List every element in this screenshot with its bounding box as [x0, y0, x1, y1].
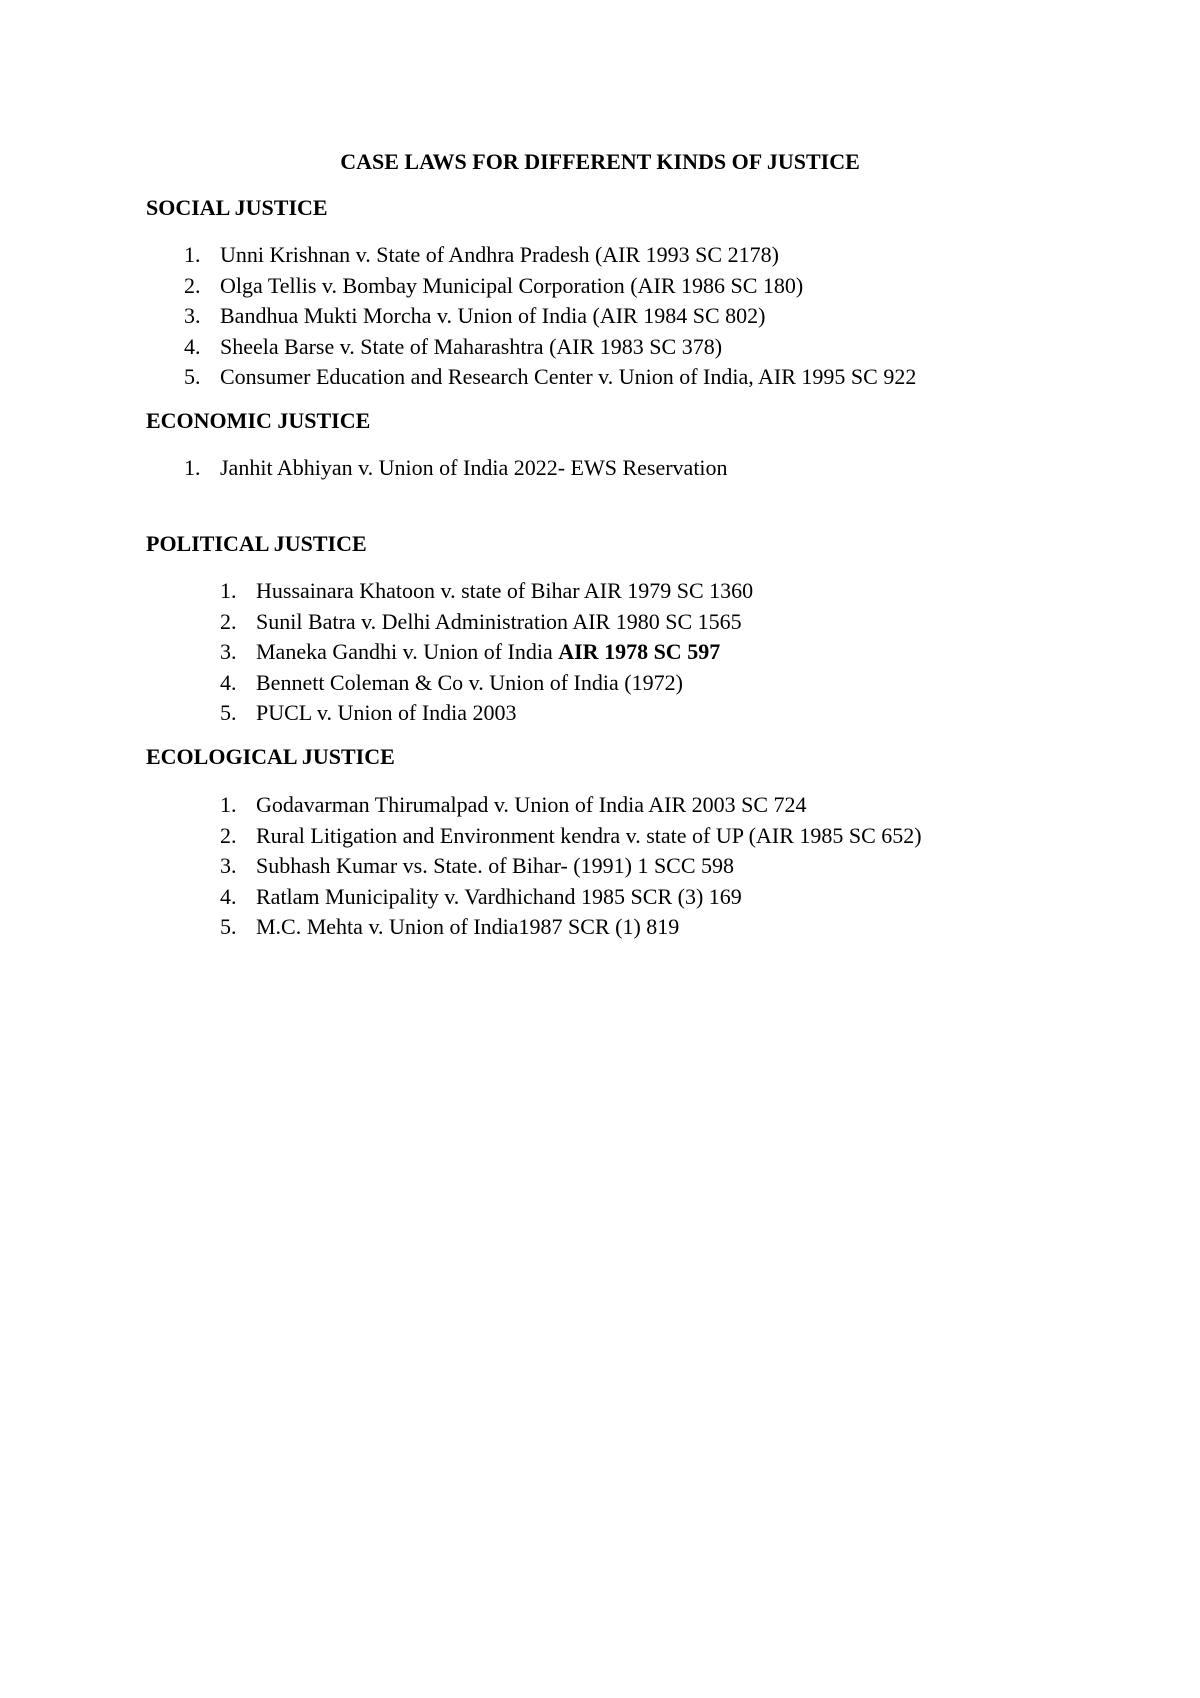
- list-item-text: Rural Litigation and Environment kendra v. state of UP (AIR 1985 SC 652): [256, 822, 922, 848]
- list-item-number: 4.: [220, 883, 237, 909]
- list-item-number: 3.: [220, 853, 237, 878]
- section-heading-economic: ECONOMIC JUSTICE: [146, 408, 371, 433]
- list-item-number: 3.: [220, 639, 237, 664]
- list-item-text: Godavarman Thirumalpad v. Union of India AIR 2003 SC 724: [256, 792, 807, 817]
- list-item-number: 2.: [220, 822, 237, 848]
- list-item-text: Olga Tellis v. Bombay Municipal Corporation (AIR 1986 SC 180): [220, 272, 804, 298]
- case-name: Maneka Gandhi v. Union of India: [256, 639, 559, 664]
- list-item-text: Bandhua Mukti Morcha v. Union of India (AIR 1984 SC 802): [220, 303, 766, 328]
- list-item-number: 2.: [184, 272, 201, 298]
- list-item-number: 2.: [220, 608, 237, 634]
- section-heading-social: SOCIAL JUSTICE: [146, 195, 328, 220]
- document-title: CASE LAWS FOR DIFFERENT KINDS OF JUSTICE: [340, 149, 860, 174]
- list-item-text: M.C. Mehta v. Union of India1987 SCR (1) 819: [256, 914, 680, 939]
- section-heading-political: POLITICAL JUSTICE: [146, 531, 367, 556]
- list-item-text: Subhash Kumar vs. State. of Bihar- (1991) 1 SCC 598: [256, 853, 735, 878]
- case-citation: AIR 1978 SC 597: [558, 639, 721, 664]
- list-item-number: 3.: [184, 303, 201, 328]
- list-item-text: Bennett Coleman & Co v. Union of India (1972): [256, 669, 683, 695]
- list-item-text: Janhit Abhiyan v. Union of India 2022- EWS Reservation: [220, 455, 728, 480]
- list-item-number: 5.: [184, 364, 201, 389]
- list-item-number: 4.: [184, 333, 201, 359]
- list-item-text: [256, 638, 720, 666]
- list-item-number: 1.: [220, 578, 237, 603]
- section-heading-ecological: ECOLOGICAL JUSTICE: [146, 744, 395, 769]
- list-item-number: 5.: [220, 914, 237, 939]
- list-item-text: Hussainara Khatoon v. state of Bihar AIR 1979 SC 1360: [256, 578, 754, 603]
- list-item-number: 4.: [220, 669, 237, 695]
- list-item-number: 1.: [184, 242, 201, 267]
- list-item-number: 1.: [220, 792, 237, 817]
- list-item-text: Unni Krishnan v. State of Andhra Pradesh (AIR 1993 SC 2178): [220, 242, 779, 267]
- list-item-text: Consumer Education and Research Center v. Union of India, AIR 1995 SC 922: [220, 364, 917, 389]
- list-item-text: Ratlam Municipality v. Vardhichand 1985 SCR (3) 169: [256, 883, 742, 909]
- list-item-text: Sheela Barse v. State of Maharashtra (AIR 1983 SC 378): [220, 333, 723, 359]
- list-item-text: Sunil Batra v. Delhi Administration AIR 1980 SC 1565: [256, 608, 742, 634]
- list-item-number: 5.: [220, 700, 237, 725]
- list-item-text: PUCL v. Union of India 2003: [256, 700, 517, 725]
- list-item-number: 1.: [184, 455, 201, 480]
